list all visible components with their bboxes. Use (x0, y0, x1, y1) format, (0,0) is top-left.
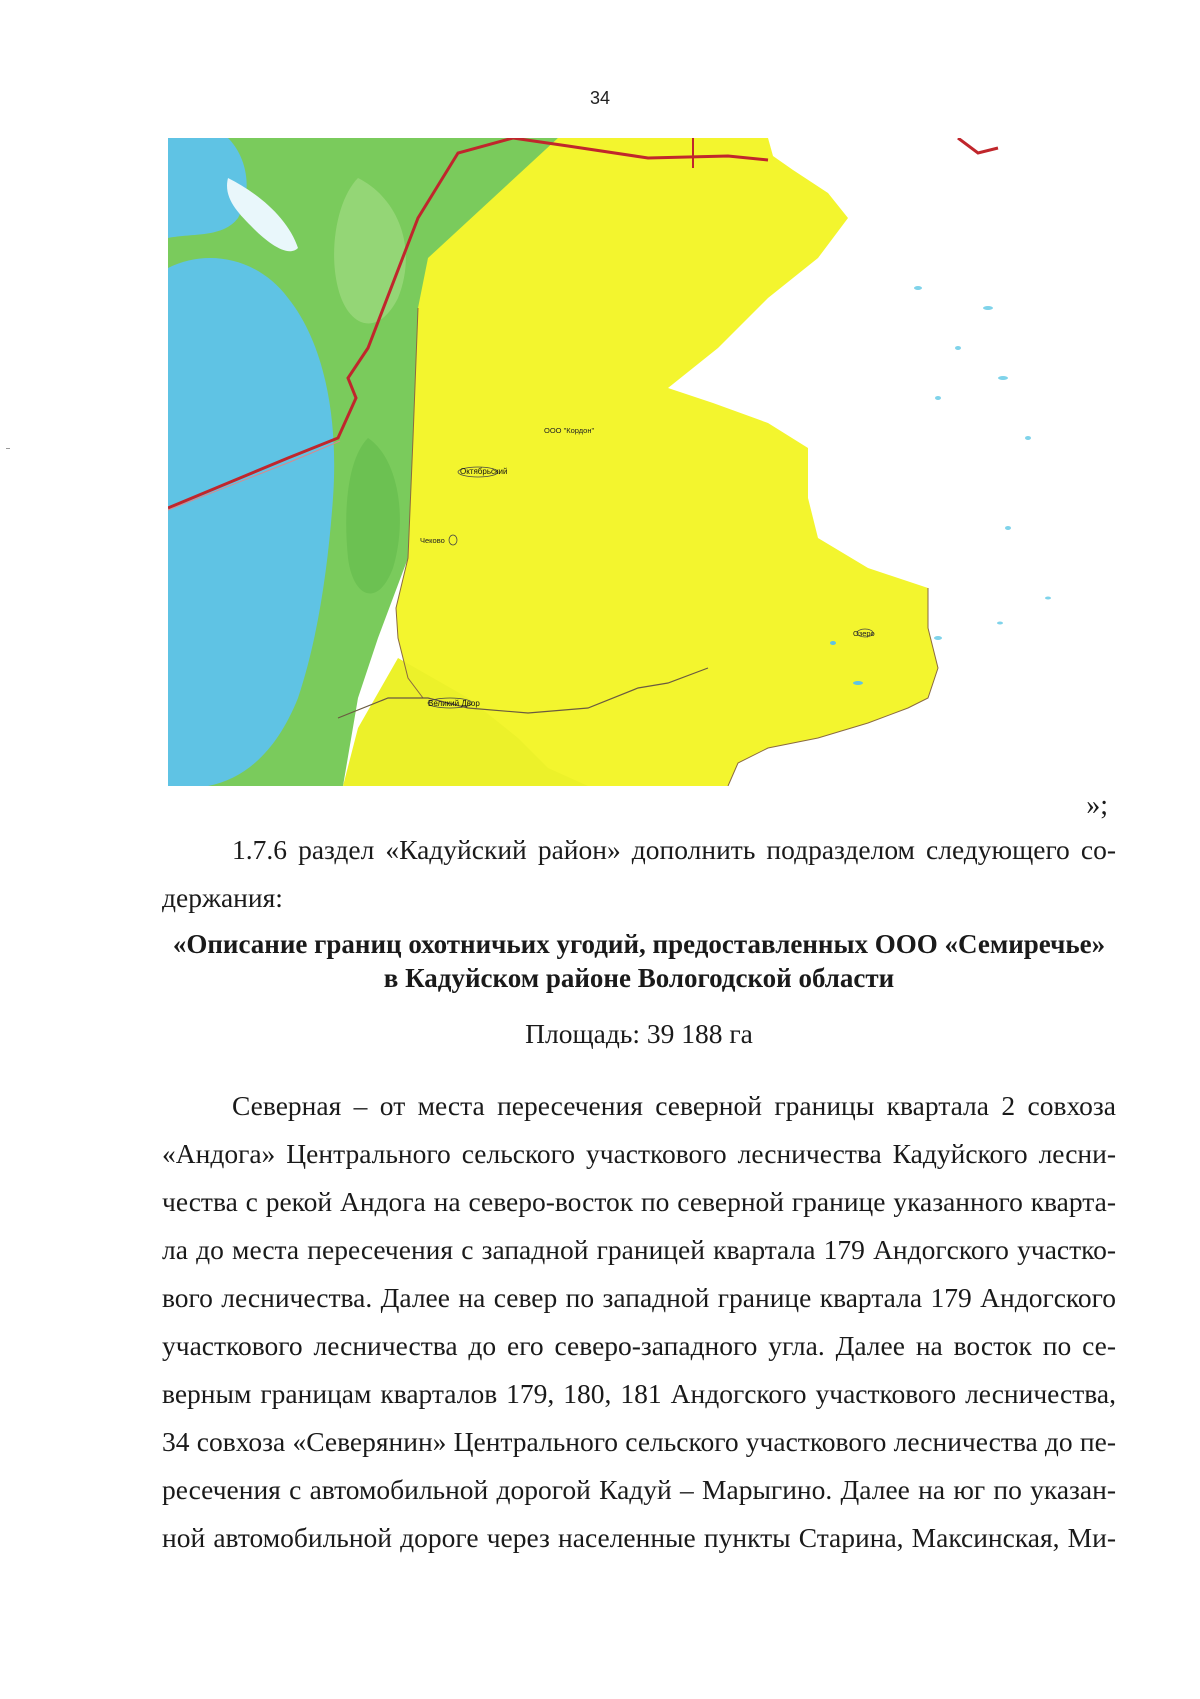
scan-mark (6, 448, 10, 449)
map-label-oktyabrsky: Октябрьский (460, 467, 508, 476)
pond (955, 346, 961, 350)
text-line: «Андога» Центрального сельского участкового лесничества Кадуйского лесни- (162, 1138, 1116, 1169)
text-line: вого лесничества. Далее на север по западной границе квартала 179 Андогского (162, 1282, 1116, 1313)
pond (934, 636, 942, 640)
page-number: 34 (589, 88, 611, 108)
area-value: Площадь: 39 188 га (525, 1018, 753, 1049)
boundary-description (162, 1082, 1116, 1562)
pond (998, 376, 1008, 380)
map-label-veliky-dvor: Великий Двор (428, 699, 480, 708)
pond (914, 286, 922, 290)
text-line: ла до места пересечения с западной границей квартала 179 Андогского участко- (162, 1234, 1116, 1265)
text-line: участкового лесничества до его северо-западного угла. Далее на восток по се- (162, 1330, 1116, 1361)
section-intro (162, 826, 1116, 922)
section-heading (162, 927, 1116, 995)
heading-line: «Описание границ охотничьих угодий, предоставленных ООО «Семиречье» (172, 929, 1106, 959)
pond (1005, 526, 1011, 530)
pond (983, 306, 993, 310)
closing-quote: »; (1086, 790, 1108, 821)
text-line: верным границам кварталов 179, 180, 181 Андогского участкового лесничества, (162, 1378, 1116, 1409)
pond (830, 641, 836, 645)
map-label-kordon: ООО "Кордон" (544, 426, 595, 435)
map-label-chekovo: Чеково (420, 536, 445, 545)
text-line: 34 совхоза «Северянин» Центрального сельского участкового лесничества до пе- (162, 1426, 1116, 1457)
text-line: чества с рекой Андога на северо-восток по северной границе указанного кварта- (162, 1186, 1116, 1217)
text-line: ресечения с автомобильной дорогой Кадуй – Марыгино. Далее на юг по указан- (162, 1474, 1116, 1505)
pond (935, 396, 941, 400)
pond (997, 622, 1003, 625)
pond (853, 681, 863, 685)
map-label-ozero: Озеро (853, 629, 875, 638)
map-svg (168, 138, 1072, 786)
pond (1025, 436, 1031, 440)
text-line: ной автомобильной дороге через населенные пункты Старина, Максинская, Ми- (162, 1522, 1116, 1553)
heading-line: в Кадуйском районе Вологодской области (383, 963, 895, 993)
text-line: 1.7.6 раздел «Кадуйский район» дополнить подразделом следующего со- (232, 834, 1116, 865)
text-line: держания: (162, 882, 283, 913)
pond (1045, 597, 1051, 600)
hunting-ground-map (168, 138, 1072, 786)
text-line: Северная – от места пересечения северной границы квартала 2 совхоза (232, 1090, 1116, 1121)
